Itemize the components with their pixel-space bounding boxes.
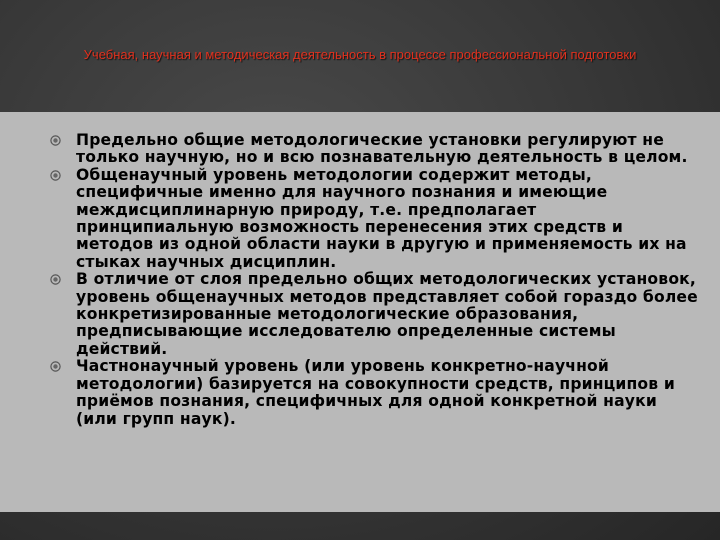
bullet-text: Общенаучный уровень методологии содержит методы, специфичные именно для научного познания и имеющие междисциплинарную природу, т.е. предполагает принципиальную возможность перенесения этих средств и методов из одной области науки в другую и применяемость их на стыках научных дисциплин. bbox=[76, 165, 687, 271]
circle-bullet-icon bbox=[50, 170, 61, 181]
slide-title: Учебная, научная и методическая деятельность в процессе профессиональной подготовки bbox=[83, 47, 637, 62]
bullet-item bbox=[66, 271, 698, 358]
bullet-item bbox=[66, 358, 698, 428]
circle-bullet-icon bbox=[50, 135, 61, 146]
bullet-item bbox=[66, 167, 698, 271]
circle-bullet-icon bbox=[50, 274, 61, 285]
bullet-item bbox=[66, 132, 698, 167]
bullet-panel bbox=[66, 132, 698, 434]
bullet-text: Частнонаучный уровень (или уровень конкретно-научной методологии) базируется на совокупности средств, принципов и приёмов познания, специфичных для одной конкретной науки (или групп наук). bbox=[76, 357, 675, 428]
circle-bullet-icon bbox=[50, 361, 61, 372]
bullet-text: В отличие от слоя предельно общих методологических установок, уровень общенаучных методов представляет собой гораздо более конкретизированные методологические образования, предписывающие исследователю определенные системы действий. bbox=[76, 270, 698, 358]
bullet-text: Предельно общие методологические установки регулируют не только научную, но и всю познавательную деятельность в целом. bbox=[76, 131, 688, 167]
bullet-list bbox=[66, 132, 698, 428]
